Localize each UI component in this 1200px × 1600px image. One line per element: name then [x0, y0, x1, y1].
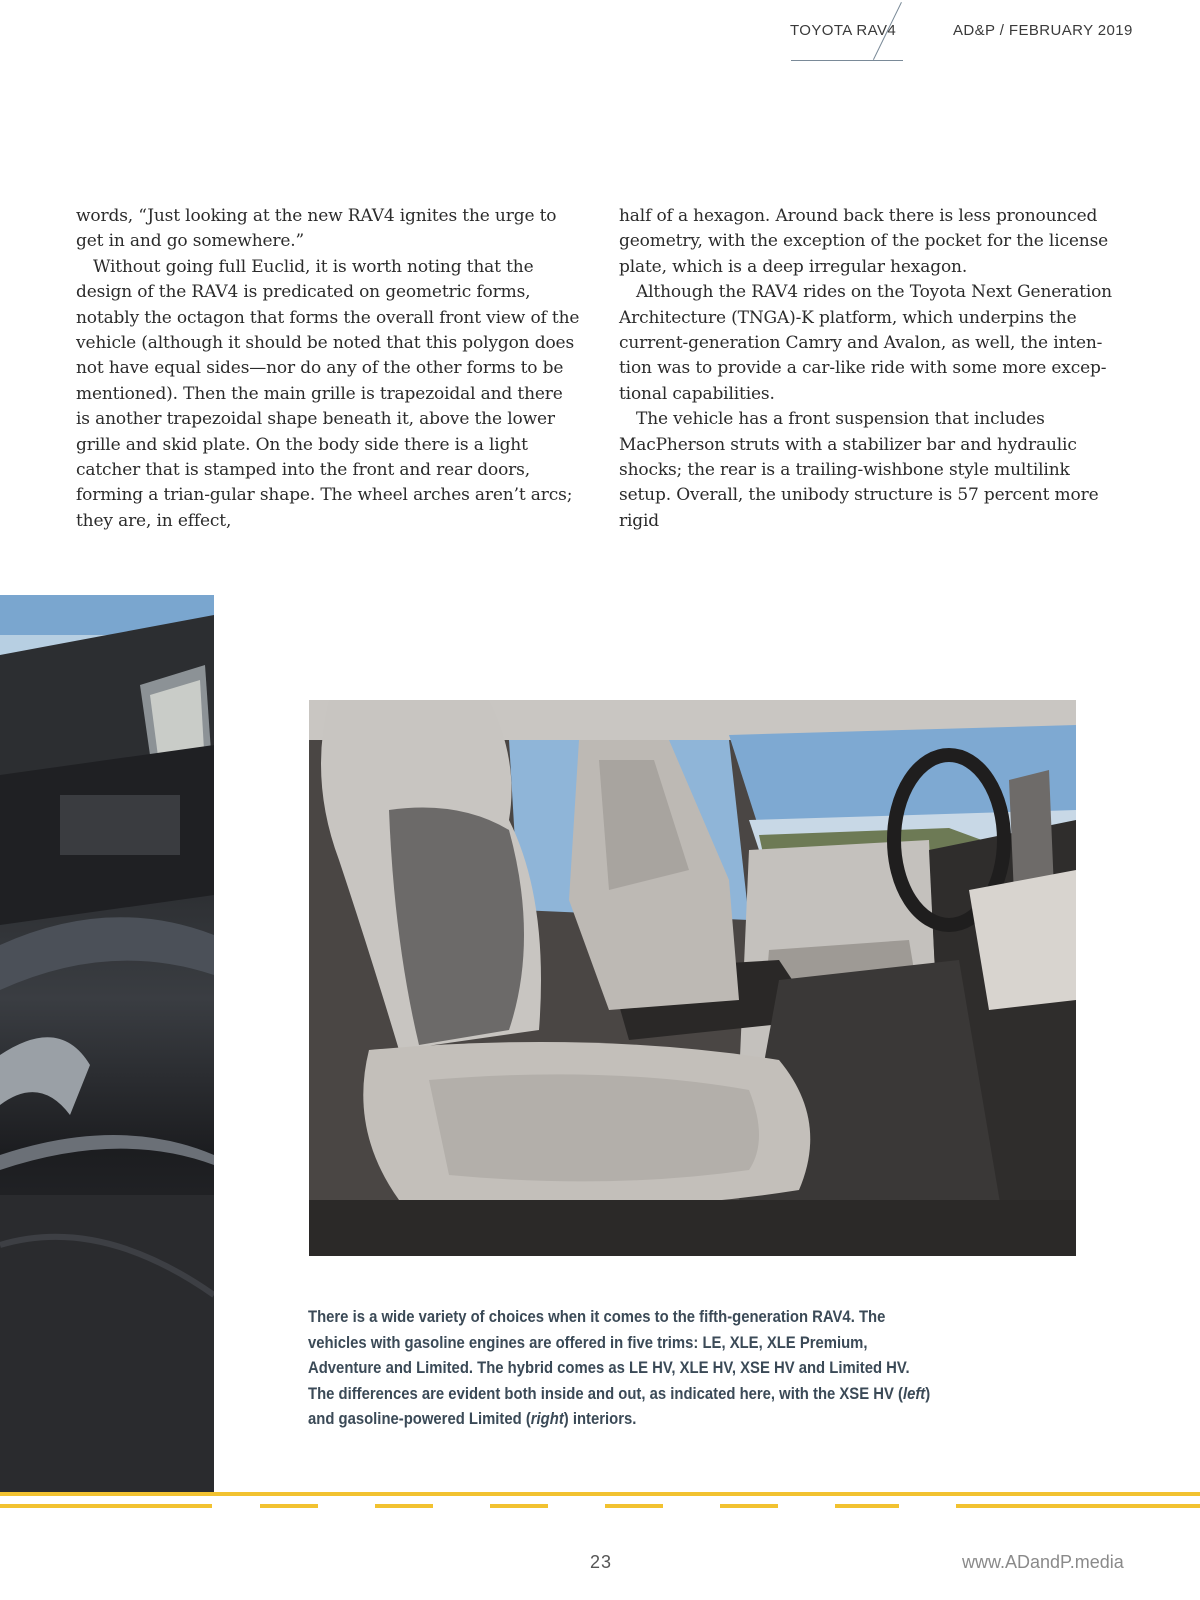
photo-caption [308, 1305, 938, 1433]
article-paragraph: Although the RAV4 rides on the Toyota Next Generation Architecture (TNGA)-K platform, which underpins the current-generation Camry and Avalon, as well, the inten-tion was to provide a car-like ride with some more excep-tional capabilities. [619, 282, 1112, 404]
yellow-dash [956, 1504, 1200, 1508]
photo-xse-hv-dashboard [0, 595, 214, 1493]
interior-illustration [309, 700, 1076, 1256]
header-underline-rule [791, 60, 903, 61]
article-paragraph: The vehicle has a front suspension that includes MacPherson struts with a stabilizer bar and hydraulic shocks; the rear is a trailing-wishbone style multilink setup. Overall, the unibody structure is 57 percent more rigid [619, 409, 1099, 531]
caption-left-word: left [902, 1384, 926, 1403]
yellow-dash [0, 1504, 212, 1508]
yellow-dash [260, 1504, 318, 1508]
site-url: www.ADandP.media [962, 1552, 1124, 1572]
article-paragraph: half of a hexagon. Around back there is less pronounced geometry, with the exception of the pocket for the license plate, which is a deep irregular hexagon. [619, 206, 1109, 277]
dashboard-illustration [0, 595, 214, 1493]
yellow-rule [0, 1492, 1200, 1496]
article-column-left [76, 204, 580, 534]
page-number: 23 [590, 1552, 613, 1572]
article-paragraph: words, “Just looking at the new RAV4 ignites the urge to get in and go somewhere.” [76, 206, 557, 252]
yellow-dash [375, 1504, 433, 1508]
caption-text-part2: ) and gasoline-powered Limited ( [308, 1384, 931, 1428]
caption-text-part3: ) interiors. [563, 1410, 637, 1428]
yellow-dash [720, 1504, 778, 1508]
caption-right-word: right [530, 1410, 564, 1428]
header-issue-date: AD&P / FEBRUARY 2019 [953, 22, 1133, 39]
yellow-dash [605, 1504, 663, 1508]
caption-text-part1: There is a wide variety of choices when it comes to the fifth-generation RAV4. The vehicles with gasoline engines are offered in five trims: LE, XLE, XLE Premium, Adventure and Limited. The hybrid comes as LE HV, XLE HV, XSE HV and Limited HV. The differences are evident both inside and out, as indicated here, with the XSE HV ( [308, 1308, 910, 1403]
article-column-right [619, 204, 1119, 534]
yellow-dash [490, 1504, 548, 1508]
photo-limited-interior [309, 700, 1076, 1256]
article-paragraph: Without going full Euclid, it is worth noting that the design of the RAV4 is predicated on geometric forms, notably the octagon that forms the overall front view of the vehicle (although it should be noted that this polygon does not have equal sides—nor do any of the other forms to be mentioned). Then the main grille is trapezoidal and there is another trapezoidal shape beneath it, above the lower grille and skid plate. On the body side there is a light catcher that is stamped into the front and rear doors, forming a trian-gular shape. The wheel arches aren’t arcs; they are, in effect, [76, 256, 580, 531]
header-section-title: TOYOTA RAV4 [790, 22, 897, 39]
yellow-dash [835, 1504, 899, 1508]
